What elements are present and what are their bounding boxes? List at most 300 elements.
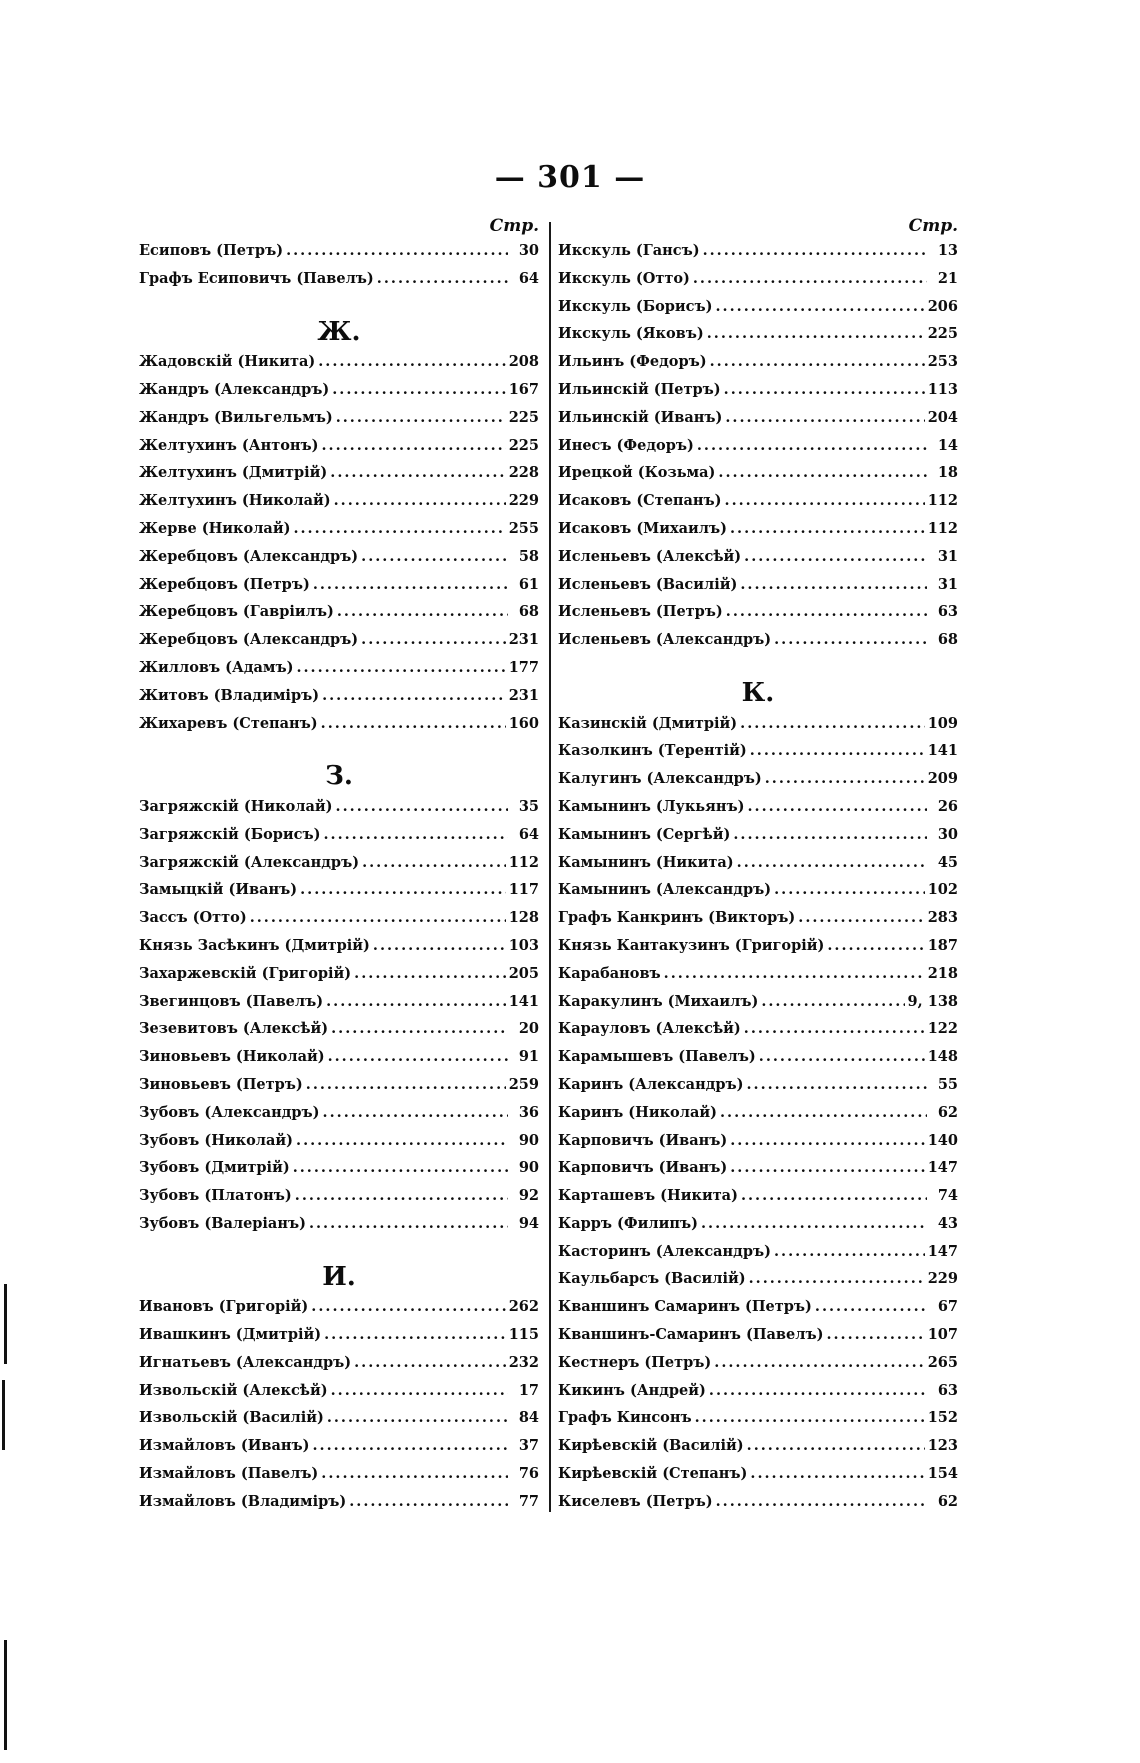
entry-page: 152	[927, 1409, 958, 1427]
index-entry	[139, 715, 539, 743]
entry-name: Калугинъ (Александръ)	[558, 770, 762, 788]
entry-name: Икскуль (Борисъ)	[558, 297, 713, 315]
dot-leader	[349, 1493, 508, 1510]
index-entry	[139, 1104, 539, 1132]
dot-leader	[324, 1326, 506, 1343]
entry-page: 208	[508, 353, 539, 371]
entry-name: Князь Кантакузинъ (Григорій)	[558, 936, 825, 954]
index-entry	[558, 1243, 958, 1271]
entry-page: 229	[927, 1270, 958, 1288]
entry-name: Икскуль (Яковъ)	[558, 325, 704, 343]
entry-page: 113	[927, 380, 958, 398]
dot-leader	[747, 798, 927, 815]
index-entry	[558, 715, 958, 743]
entry-name: Графъ Кинсонъ	[558, 1409, 692, 1427]
dot-leader	[750, 742, 925, 759]
page-column-header: Стр.	[908, 216, 958, 236]
entry-page: 55	[937, 1075, 958, 1093]
index-group	[558, 715, 958, 1521]
entry-page: 67	[937, 1298, 958, 1316]
index-entry	[139, 965, 539, 993]
dot-leader	[296, 659, 505, 676]
index-entry	[139, 1409, 539, 1437]
index-entry	[558, 270, 958, 298]
index-entry	[558, 576, 958, 604]
dot-leader	[327, 1409, 508, 1426]
entry-page: 147	[927, 1159, 958, 1177]
dot-leader	[321, 715, 506, 732]
entry-page: 218	[927, 964, 958, 982]
index-entry	[558, 1493, 958, 1521]
dot-leader	[331, 1382, 508, 1399]
dot-leader	[296, 1132, 508, 1149]
dot-leader	[293, 520, 505, 537]
entry-page: 209	[927, 770, 958, 788]
index-entry	[558, 353, 958, 381]
entry-page: 141	[927, 742, 958, 760]
dot-leader	[709, 1382, 927, 1399]
index-entry	[558, 937, 958, 965]
entry-page: 255	[508, 519, 539, 537]
entry-page: 229	[508, 492, 539, 510]
entry-page: 115	[508, 1326, 539, 1344]
entry-page: 228	[508, 464, 539, 482]
index-entry	[558, 298, 958, 326]
entry-name: Графъ Есиповичъ (Павелъ)	[139, 269, 374, 287]
dot-leader	[334, 492, 506, 509]
dot-leader	[798, 909, 924, 926]
dot-leader	[815, 1298, 927, 1315]
dot-leader	[326, 993, 506, 1010]
entry-page: 13	[937, 242, 958, 259]
section-heading: Ж.	[317, 316, 361, 347]
entry-page: 91	[518, 1048, 539, 1066]
dot-leader	[720, 1104, 927, 1121]
entry-name: Исаковъ (Степанъ)	[558, 492, 722, 510]
entry-page: 204	[927, 408, 958, 426]
entry-page: 231	[508, 686, 539, 704]
entry-name: Камынинъ (Сергѣй)	[558, 825, 731, 843]
entry-page: 147	[927, 1242, 958, 1260]
entry-page: 206	[927, 297, 958, 315]
dot-leader	[714, 1354, 924, 1371]
entry-name: Кваншинъ Самаринъ (Петръ)	[558, 1298, 812, 1316]
entry-page: 9, 138	[907, 992, 958, 1010]
entry-name: Игнатьевъ (Александръ)	[139, 1353, 352, 1371]
index-entry	[558, 770, 958, 798]
dot-leader	[321, 437, 505, 454]
entry-name: Касторинъ (Александръ)	[558, 1242, 771, 1260]
dot-leader	[774, 631, 927, 648]
right-column	[558, 216, 958, 1521]
entry-name: Карабановъ	[558, 964, 661, 982]
entry-page: 43	[937, 1214, 958, 1232]
index-entry	[558, 631, 958, 659]
entry-name: Исленьевъ (Александръ)	[558, 631, 772, 649]
entry-name: Кестнеръ (Петръ)	[558, 1353, 712, 1371]
entry-name: Захаржевскій (Григорій)	[139, 964, 352, 982]
dot-leader	[730, 1159, 924, 1176]
entry-page: 17	[518, 1381, 539, 1399]
index-entry	[139, 1354, 539, 1382]
index-entry	[558, 1298, 958, 1326]
dot-leader	[306, 1076, 506, 1093]
page-column-header: Стр.	[489, 216, 539, 236]
entry-name: Жилловъ (Адамъ)	[139, 658, 294, 676]
index-entry	[558, 603, 958, 631]
entry-name: Замыцкій (Иванъ)	[139, 881, 298, 899]
dot-leader	[697, 437, 927, 454]
dot-leader	[330, 464, 505, 481]
entry-name: Ирецкой (Козьма)	[558, 464, 716, 482]
entry-page: 112	[508, 853, 539, 871]
entry-page: 107	[927, 1326, 958, 1344]
entry-name: Измайловъ (Иванъ)	[139, 1437, 310, 1455]
index-entry	[139, 270, 539, 298]
index-entry	[139, 854, 539, 882]
entry-page: 103	[508, 936, 539, 954]
entry-name: Измайловъ (Павелъ)	[139, 1465, 319, 1483]
entry-page: 140	[927, 1131, 958, 1149]
index-entry	[139, 520, 539, 548]
entry-name: Зубовъ (Дмитрій)	[139, 1159, 290, 1177]
index-entry	[558, 1159, 958, 1187]
index-entry	[558, 1437, 958, 1465]
dot-leader	[737, 854, 927, 871]
dot-leader	[295, 1187, 508, 1204]
entry-page: 232	[508, 1353, 539, 1371]
dot-leader	[710, 353, 925, 370]
index-entry	[139, 631, 539, 659]
index-entry	[558, 548, 958, 576]
index-entry	[558, 1187, 958, 1215]
entry-name: Карповичъ (Иванъ)	[558, 1131, 728, 1149]
index-entry	[558, 909, 958, 937]
entry-page: 187	[927, 936, 958, 954]
scan-edge-mark	[4, 1640, 7, 1750]
entry-name: Камынинъ (Лукьянъ)	[558, 797, 745, 815]
index-entry	[139, 1437, 539, 1465]
entry-name: Жеребцовъ (Александръ)	[139, 631, 359, 649]
index-entry	[558, 798, 958, 826]
entry-page: 102	[927, 881, 958, 899]
dot-leader	[730, 1132, 924, 1149]
dot-leader	[741, 1187, 927, 1204]
dot-leader	[328, 1048, 508, 1065]
entry-name: Жеребцовъ (Гавріилъ)	[139, 603, 334, 621]
entry-page: 14	[937, 436, 958, 454]
dot-leader	[309, 1215, 508, 1232]
entry-name: Жадовскій (Никита)	[139, 353, 316, 371]
dot-leader	[332, 381, 505, 398]
dot-leader	[322, 687, 506, 704]
entry-name: Зассъ (Отто)	[139, 909, 247, 927]
dot-leader	[337, 603, 508, 620]
index-entry	[139, 353, 539, 381]
entry-name: Загряжскій (Александръ)	[139, 853, 360, 871]
index-entry	[558, 1326, 958, 1354]
entry-name: Жандръ (Вильгельмъ)	[139, 408, 333, 426]
index-entry	[139, 1187, 539, 1215]
entry-page: 259	[508, 1075, 539, 1093]
dot-leader	[318, 353, 505, 370]
index-entry	[139, 464, 539, 492]
entry-page: 31	[937, 575, 958, 593]
entry-page: 160	[508, 714, 539, 732]
dot-leader	[336, 798, 508, 815]
index-entry	[558, 1465, 958, 1493]
entry-name: Зезевитовъ (Алексѣй)	[139, 1020, 329, 1038]
entry-name: Исленьевъ (Алексѣй)	[558, 547, 742, 565]
index-entry	[558, 1270, 958, 1298]
entry-name: Ивановъ (Григорій)	[139, 1298, 309, 1316]
index-entry	[139, 687, 539, 715]
entry-page: 90	[518, 1159, 539, 1177]
entry-page: 64	[518, 825, 539, 843]
index-entry	[139, 437, 539, 465]
index-entry	[558, 742, 958, 770]
index-entry	[139, 993, 539, 1021]
dot-leader	[746, 1076, 927, 1093]
entry-name: Киселевъ (Петръ)	[558, 1492, 713, 1510]
entry-page: 35	[518, 797, 539, 815]
entry-name: Каринъ (Николай)	[558, 1103, 717, 1121]
dot-leader	[373, 937, 506, 954]
entry-page: 74	[937, 1187, 958, 1205]
index-entry	[139, 881, 539, 909]
entry-page: 177	[508, 658, 539, 676]
index-entry	[139, 1159, 539, 1187]
entry-page: 141	[508, 992, 539, 1010]
entry-page: 253	[927, 353, 958, 371]
index-group	[139, 353, 539, 742]
dot-leader	[744, 1020, 925, 1037]
dot-leader	[362, 854, 506, 871]
dot-leader	[774, 1243, 925, 1260]
entry-name: Камынинъ (Александръ)	[558, 881, 772, 899]
entry-page: 21	[937, 269, 958, 287]
dot-leader	[331, 1020, 508, 1037]
index-entry	[558, 993, 958, 1021]
entry-page: 225	[508, 436, 539, 454]
dot-leader	[354, 965, 506, 982]
entry-name: Измайловъ (Владиміръ)	[139, 1492, 347, 1510]
entry-page: 62	[937, 1103, 958, 1121]
entry-name: Звегинцовъ (Павелъ)	[139, 992, 324, 1010]
index-entry	[139, 1326, 539, 1354]
index-entry	[558, 881, 958, 909]
entry-page: 154	[927, 1465, 958, 1483]
entry-page: 62	[937, 1492, 958, 1510]
index-entry	[558, 1409, 958, 1437]
index-entry	[558, 409, 958, 437]
entry-page: 92	[518, 1187, 539, 1205]
entry-name: Загряжскій (Николай)	[139, 797, 333, 815]
index-entry	[558, 1382, 958, 1410]
entry-name: Карташевъ (Никита)	[558, 1187, 738, 1205]
entry-page: 31	[937, 547, 958, 565]
entry-page: 20	[518, 1020, 539, 1038]
entry-name: Ильинскій (Петръ)	[558, 380, 721, 398]
index-entry	[558, 325, 958, 353]
entry-name: Икскуль (Отто)	[558, 269, 690, 287]
dot-leader	[695, 1409, 925, 1426]
entry-name: Исаковъ (Михаилъ)	[558, 519, 727, 537]
entry-name: Каульбарсъ (Василій)	[558, 1270, 746, 1288]
index-entry	[558, 520, 958, 548]
entry-page: 94	[518, 1214, 539, 1232]
entry-page: 61	[518, 575, 539, 593]
dot-leader	[759, 1048, 925, 1065]
entry-name: Ильинскій (Иванъ)	[558, 408, 723, 426]
dot-leader	[750, 1465, 924, 1482]
entry-page: 26	[937, 797, 958, 815]
dot-leader	[321, 1465, 508, 1482]
entry-page: 112	[927, 519, 958, 537]
dot-leader	[774, 881, 925, 898]
entry-name: Кикинъ (Андрей)	[558, 1381, 706, 1399]
index-entry	[558, 1076, 958, 1104]
dot-leader	[250, 909, 506, 926]
entry-name: Желтухинъ (Антонъ)	[139, 436, 319, 454]
index-group	[558, 242, 958, 659]
index-entry	[139, 937, 539, 965]
index-entry	[139, 798, 539, 826]
index-entry	[139, 409, 539, 437]
entry-name: Зубовъ (Николай)	[139, 1131, 294, 1149]
entry-page: 262	[508, 1298, 539, 1316]
entry-name: Камынинъ (Никита)	[558, 853, 734, 871]
index-group	[139, 1298, 539, 1520]
entry-page: 225	[508, 408, 539, 426]
section-heading: З.	[325, 761, 353, 792]
entry-name: Князь Засѣкинъ (Дмитрій)	[139, 936, 370, 954]
entry-name: Каринъ (Александръ)	[558, 1075, 744, 1093]
entry-page: 68	[518, 603, 539, 621]
index-entry	[139, 492, 539, 520]
index-entry	[139, 1493, 539, 1521]
entry-page: 123	[927, 1437, 958, 1455]
entry-page: 58	[518, 547, 539, 565]
index-entry	[139, 603, 539, 631]
index-entry	[139, 659, 539, 687]
index-entry	[558, 1132, 958, 1160]
entry-page: 36	[518, 1103, 539, 1121]
entry-name: Зиновьевъ (Николай)	[139, 1048, 325, 1066]
dot-leader	[312, 1437, 508, 1454]
entry-page: 45	[937, 853, 958, 871]
dot-leader	[747, 1437, 925, 1454]
entry-page: 265	[927, 1353, 958, 1371]
entry-name: Графъ Канкринъ (Викторъ)	[558, 909, 796, 927]
index-entry	[139, 242, 539, 270]
index-entry	[139, 1076, 539, 1104]
dot-leader	[293, 1159, 508, 1176]
dot-leader	[725, 492, 925, 509]
index-entry	[139, 826, 539, 854]
dot-leader	[300, 881, 506, 898]
entry-page: 122	[927, 1020, 958, 1038]
entry-name: Желтухинъ (Дмитрій)	[139, 464, 328, 482]
dot-leader	[313, 576, 508, 593]
dot-leader	[733, 826, 927, 843]
entry-page: 148	[927, 1048, 958, 1066]
entry-name: Карръ (Филипъ)	[558, 1214, 698, 1232]
entry-name: Икскуль (Гансъ)	[558, 242, 700, 259]
entry-name: Зубовъ (Александръ)	[139, 1103, 320, 1121]
dot-leader	[730, 520, 925, 537]
entry-name: Каракулинъ (Михаилъ)	[558, 992, 759, 1010]
entry-page: 37	[518, 1437, 539, 1455]
dot-leader	[701, 1215, 927, 1232]
index-entry	[139, 1298, 539, 1326]
entry-name: Кирѣевскій (Василій)	[558, 1437, 744, 1455]
left-column	[139, 216, 539, 1521]
entry-name: Зубовъ (Валеріанъ)	[139, 1214, 306, 1232]
index-entry	[139, 1048, 539, 1076]
entry-page: 63	[937, 1381, 958, 1399]
entry-name: Жихаревъ (Степанъ)	[139, 714, 318, 732]
index-entry	[558, 1104, 958, 1132]
index-entry	[558, 492, 958, 520]
dot-leader	[707, 325, 925, 342]
dot-leader	[323, 1104, 508, 1121]
index-entry	[139, 1132, 539, 1160]
entry-name: Желтухинъ (Николай)	[139, 492, 331, 510]
dot-leader	[693, 270, 927, 287]
dot-leader	[286, 242, 508, 259]
dot-leader	[361, 548, 508, 565]
entry-name: Ильинъ (Федоръ)	[558, 353, 707, 371]
index-entry	[139, 1020, 539, 1048]
index-entry	[139, 1382, 539, 1410]
entry-name: Жандръ (Александръ)	[139, 380, 330, 398]
index-entry	[558, 381, 958, 409]
entry-page: 112	[927, 492, 958, 510]
dot-leader	[716, 1493, 927, 1510]
index-entry	[139, 909, 539, 937]
dot-leader	[716, 298, 925, 315]
entry-page: 18	[937, 464, 958, 482]
section-heading: И.	[322, 1261, 356, 1292]
entry-name: Жерве (Николай)	[139, 519, 291, 537]
entry-page: 128	[508, 909, 539, 927]
index-entry	[558, 1215, 958, 1243]
entry-name: Инесъ (Федоръ)	[558, 436, 694, 454]
entry-name: Жеребцовъ (Александръ)	[139, 547, 359, 565]
dot-leader	[336, 409, 506, 426]
index-group	[139, 242, 539, 298]
entry-name: Извольскій (Василій)	[139, 1409, 324, 1427]
entry-page: 77	[518, 1492, 539, 1510]
entry-page: 117	[508, 881, 539, 899]
dot-leader	[354, 1354, 506, 1371]
index-entry	[139, 576, 539, 604]
entry-name: Карамышевъ (Павелъ)	[558, 1048, 756, 1066]
dot-leader	[761, 993, 904, 1010]
entry-page: 30	[937, 825, 958, 843]
dot-leader	[749, 1270, 925, 1287]
entry-name: Кваншинъ-Самаринъ (Павелъ)	[558, 1326, 824, 1344]
dot-leader	[703, 242, 927, 259]
dot-leader	[740, 576, 927, 593]
entry-page: 68	[937, 631, 958, 649]
entry-page: 76	[518, 1465, 539, 1483]
page-number: — 301 —	[494, 160, 646, 195]
entry-page: 205	[508, 964, 539, 982]
index-entry	[139, 548, 539, 576]
entry-page: 283	[927, 909, 958, 927]
